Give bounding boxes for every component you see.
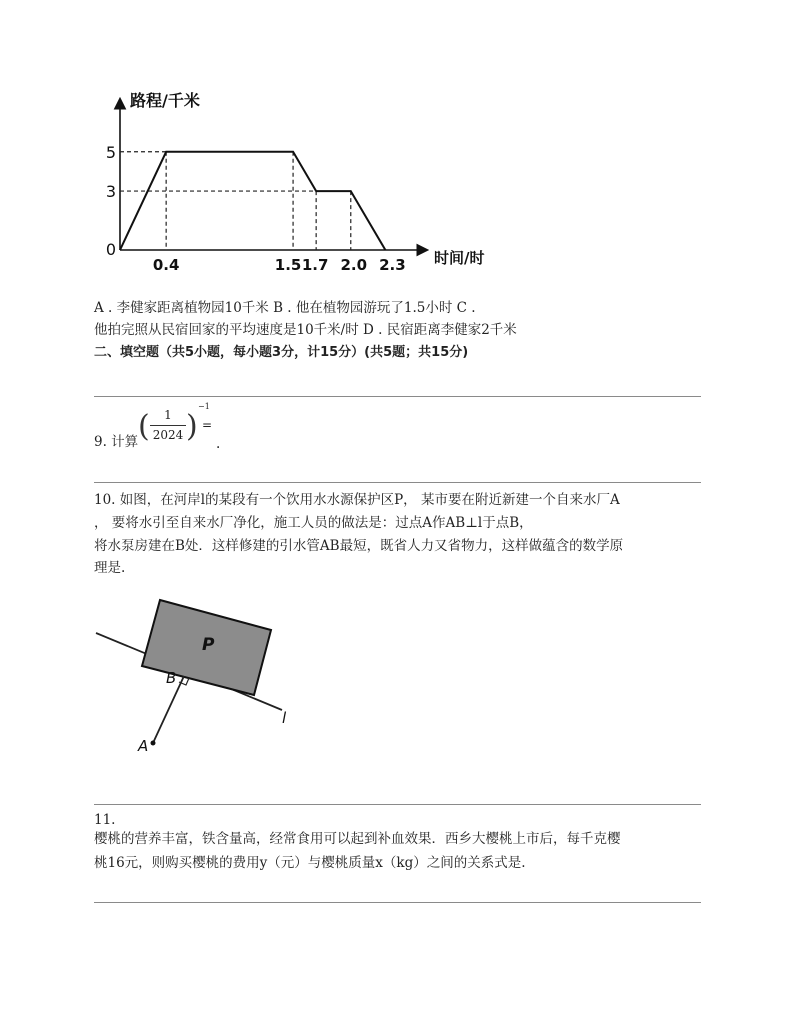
section-heading: 二、填空题（共5小题，每小题3分，计15分）(共5题；共15分) <box>94 345 469 360</box>
q11-line-2: 桃16元，则购买樱桃的费用y（元）与樱桃质量x（kg）之间的关系式是. <box>94 855 526 871</box>
q10-line-4: 理是. <box>94 560 126 576</box>
q8-options-line-1: A . 李健家距离植物园10千米 B . 他在植物园游玩了1.5小时 C . <box>94 300 476 316</box>
q9-exponent: −1 <box>198 402 210 411</box>
x-tick-label: 1.7 <box>301 256 329 274</box>
q9-blank-end: . <box>216 436 221 452</box>
x-axis-label: 时间/时 <box>434 249 485 267</box>
label-a: A <box>138 737 149 755</box>
x-tick-label: 1.5 <box>274 256 302 274</box>
q11-number: 11. <box>94 812 116 828</box>
q9-numerator: 1 <box>164 408 172 422</box>
point-a <box>151 741 156 746</box>
fraction-bar <box>150 425 186 426</box>
y-tick-label: 3 <box>105 182 116 202</box>
divider <box>94 396 701 397</box>
label-p: P <box>202 635 215 655</box>
q8-options-line-2: 他拍完照从民宿回家的平均速度是10千米/时 D . 民宿距离李健家2千米 <box>94 322 517 338</box>
x-tick-label: 0.4 <box>152 256 180 274</box>
q9-prefix: 9. 计算 <box>94 434 139 450</box>
q10-line-3: 将水泵房建在B处．这样修建的引水管AB最短，既省人力又省物力，这样做蕴含的数学原 <box>94 538 624 554</box>
x-tick-label: 2.3 <box>379 256 406 274</box>
q11-line-1: 樱桃的营养丰富，铁含量高，经常食用可以起到补血效果．西乡大樱桃上市后，每千克樱 <box>94 831 621 847</box>
q9-denominator: 2024 <box>152 428 184 442</box>
question-9: 9. 计算 ( 1 2024 ) −1 = . <box>94 402 221 452</box>
q10-line-2: ， 要将水引至自来水厂净化，施工人员的做法是：过点A作AB⊥l于点B， <box>94 515 533 531</box>
label-l: l <box>282 709 287 727</box>
q10-line-1: 10. 如图，在河岸l的某段有一个饮用水水源保护区P， 某市要在附近新建一个自来水厂A <box>94 492 620 508</box>
riverbank-figure <box>94 595 304 760</box>
y-axis-label: 路程/千米 <box>130 91 200 110</box>
y-tick-label: 5 <box>105 142 116 162</box>
x-tick-label: 2.0 <box>340 256 368 274</box>
divider <box>94 482 701 483</box>
q9-equals: = <box>202 418 213 432</box>
distance-time-chart <box>100 88 485 283</box>
series-line <box>120 152 385 250</box>
label-b: B <box>166 669 177 687</box>
divider <box>94 902 701 903</box>
divider <box>94 804 701 805</box>
origin-label: 0 <box>105 240 116 259</box>
